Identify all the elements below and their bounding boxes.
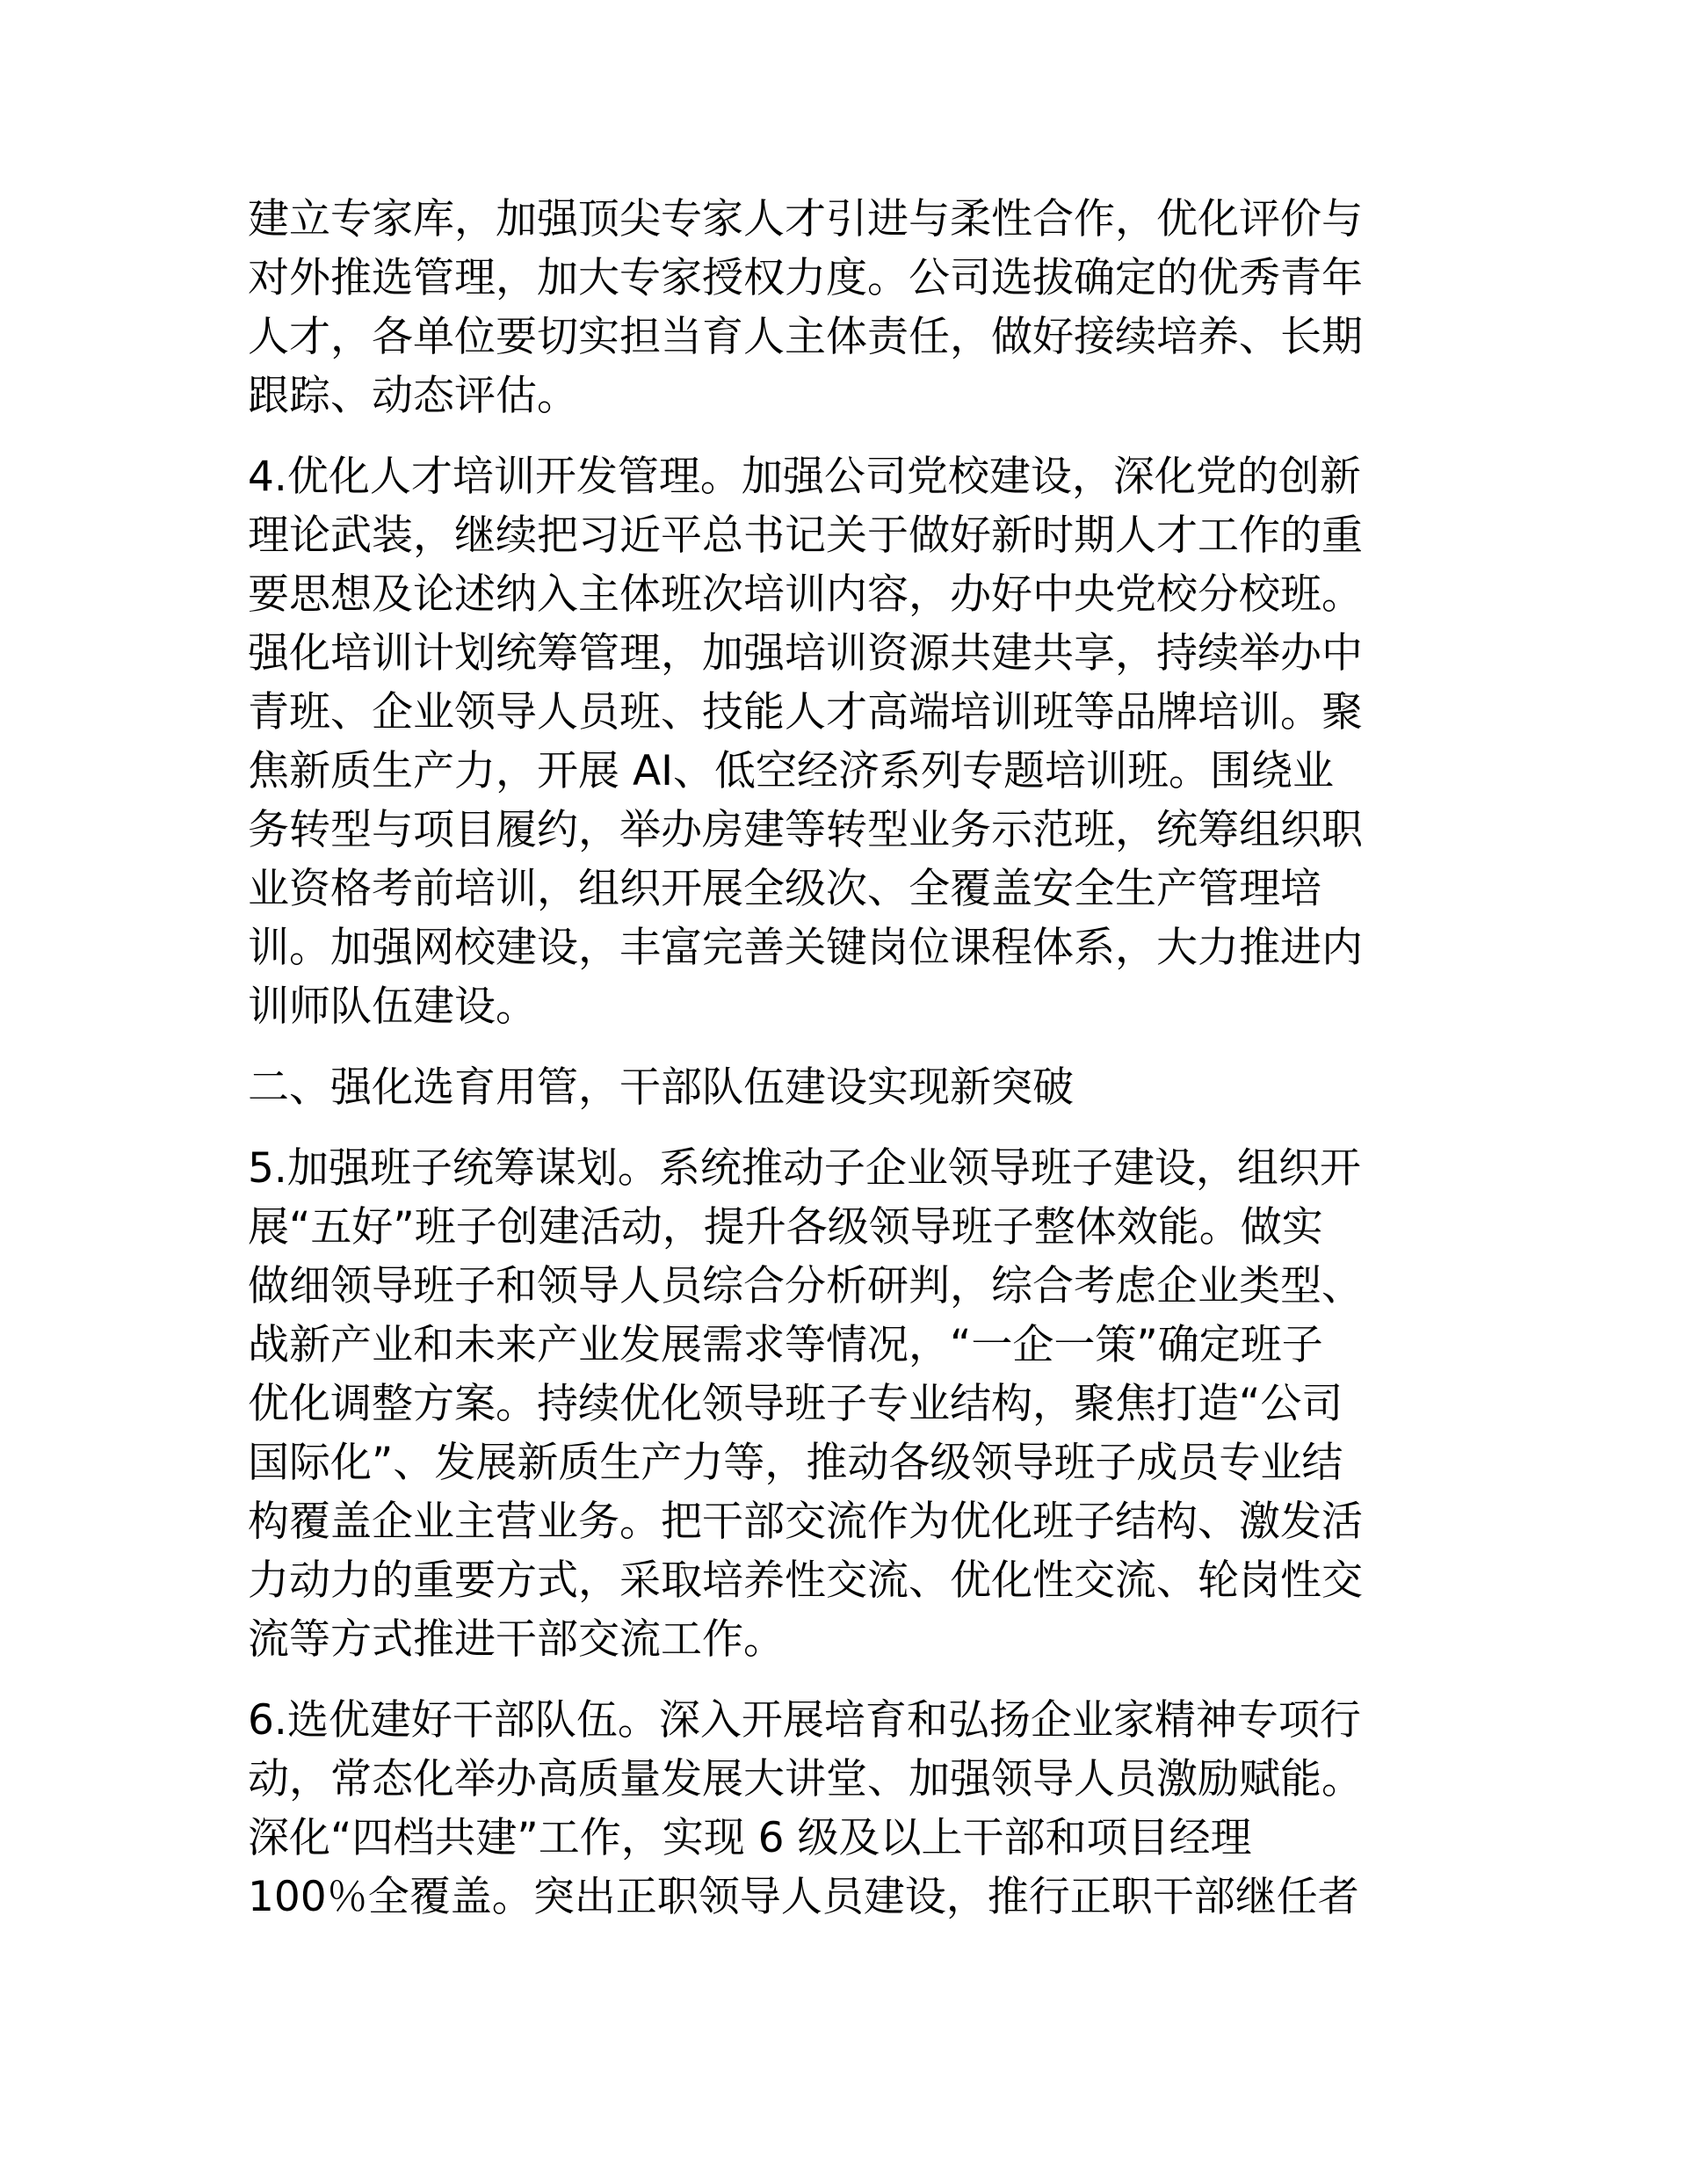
text-line: 要思想及论述纳入主体班次培训内容，办好中央党校分校班。: [248, 570, 1363, 619]
text-line: 强化培训计划统筹管理，加强培训资源共建共享，持续举办中: [248, 629, 1363, 678]
paragraph-training-management: [248, 447, 1443, 1036]
text-line: 4.优化人才培训开发管理。加强公司党校建设，深化党的创新: [248, 453, 1361, 501]
text-line: 建立专家库，加强顶尖专家人才引进与柔性合作，优化评价与: [248, 195, 1363, 243]
text-line: 业资格考前培训，组织开展全级次、全覆盖安全生产管理培: [248, 865, 1321, 913]
text-line: 展“五好”班子创建活动，提升各级领导班子整体效能。做实: [248, 1203, 1323, 1252]
section-heading: [248, 1058, 1443, 1117]
text-line: 100％全覆盖。突出正职领导人员建设，推行正职干部继任者: [248, 1873, 1359, 1921]
text-line: 流等方式推进干部交流工作。: [248, 1615, 785, 1664]
document-page: [248, 190, 1443, 1948]
text-line: 跟踪、动态评估。: [248, 372, 578, 420]
text-line: 力动力的重要方式，采取培养性交流、优化性交流、轮岗性交: [248, 1556, 1363, 1605]
paragraph-expert-pool: [248, 190, 1443, 425]
text-line: 训师队伍建设。: [248, 983, 537, 1031]
text-line: 务转型与项目履约，举办房建等转型业务示范班，统筹组织职: [248, 806, 1363, 854]
text-line: 青班、企业领导人员班、技能人才高端培训班等品牌培训。聚: [248, 688, 1363, 736]
text-line: 深化“四档共建”工作，实现 6 级及以上干部和项目经理: [248, 1814, 1252, 1862]
text-line: 动，常态化举办高质量发展大讲堂、加强领导人员激励赋能。: [248, 1755, 1363, 1803]
heading-line: 二、强化选育用管，干部队伍建设实现新突破: [248, 1063, 1074, 1112]
text-line: 对外推选管理，加大专家授权力度。公司选拔确定的优秀青年: [248, 254, 1363, 302]
text-line: 训。加强网校建设，丰富完善关键岗位课程体系，大力推进内: [248, 924, 1363, 972]
text-line: 优化调整方案。持续优化领导班子专业结构，聚焦打造“公司: [248, 1380, 1343, 1428]
text-line: 6.选优建好干部队伍。深入开展培育和弘扬企业家精神专项行: [248, 1696, 1361, 1745]
text-line: 焦新质生产力，开展 AI、低空经济系列专题培训班。围绕业: [248, 747, 1334, 795]
text-line: 理论武装，继续把习近平总书记关于做好新时期人才工作的重: [248, 512, 1363, 560]
text-line: 构覆盖企业主营业务。把干部交流作为优化班子结构、激发活: [248, 1498, 1363, 1546]
text-line: 战新产业和未来产业发展需求等情况，“一企一策”确定班子: [248, 1321, 1323, 1369]
text-line: 人才，各单位要切实担当育人主体责任，做好接续培养、长期: [248, 313, 1363, 361]
text-line: 做细领导班子和领导人员综合分析研判，综合考虑企业类型、: [248, 1262, 1363, 1310]
text-line: 国际化”、发展新质生产力等，推动各级领导班子成员专业结: [248, 1439, 1343, 1487]
paragraph-cadre-team: [248, 1691, 1443, 1926]
paragraph-team-planning: [248, 1139, 1443, 1669]
text-line: 5.加强班子统筹谋划。系统推动子企业领导班子建设，组织开: [248, 1144, 1361, 1193]
